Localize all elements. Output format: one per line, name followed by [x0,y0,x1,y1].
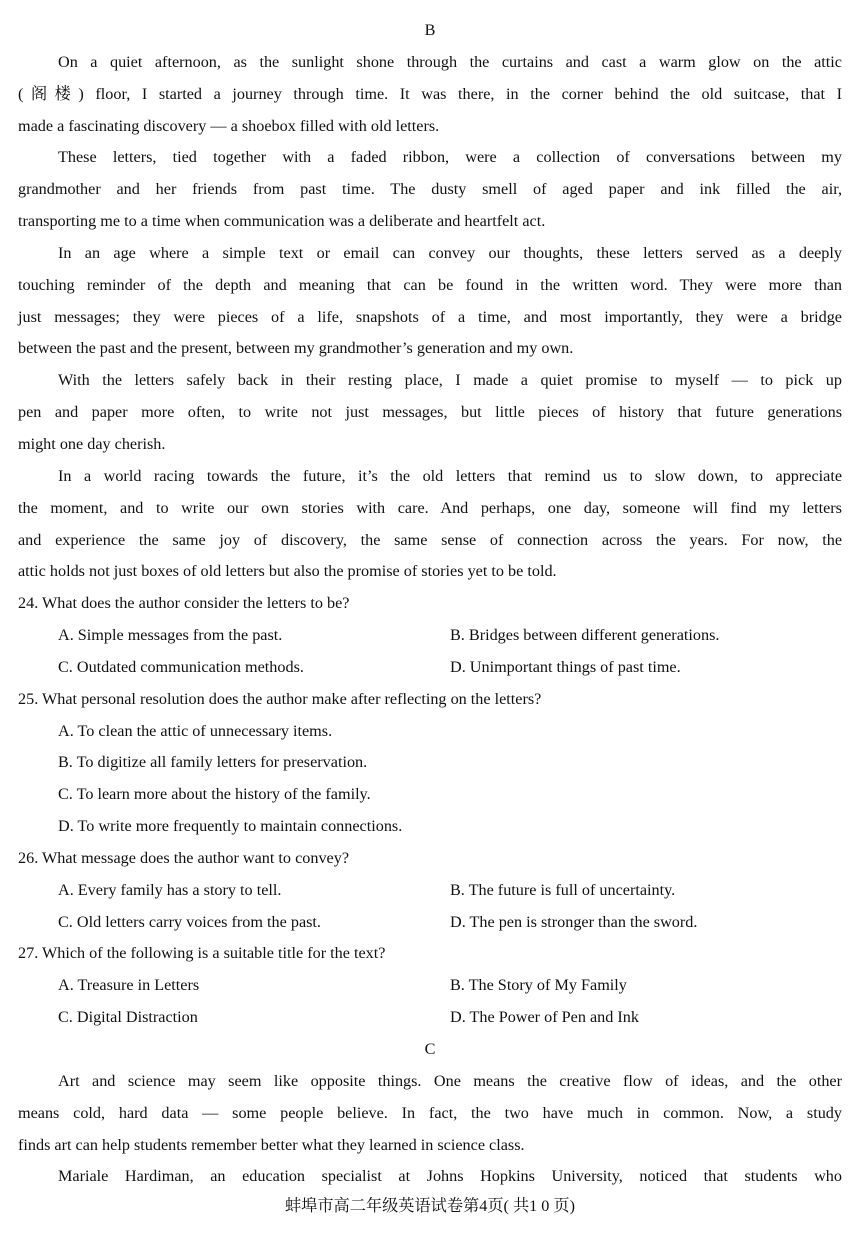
text-line: finds art can help students remember better what they learned in science class. [18,1135,525,1154]
option-a: A. To clean the attic of unnecessary items. [58,721,333,740]
question-stem: 26. What message does the author want to convey? [18,848,349,867]
text-line: Art and science may seem like opposite things. One means the creative flow of ideas, and the other [58,1071,842,1090]
option-d: D. The pen is stronger than the sword. [450,912,698,931]
option-b: B. The Story of My Family [450,976,627,995]
page-content [18,15,842,1193]
option-a: A. Every family has a story to tell. [58,880,282,899]
section-b-paragraph-1 [18,47,842,143]
text-line: pen and paper more often, to write not just messages, but little pieces of history that future generations [18,403,842,422]
page-footer: 蚌埠市高二年级英语试卷第4页( 共1 0 页) [284,1197,575,1215]
text-line: just messages; they were pieces of a life, snapshots of a time, and most importantly, they were a bridge [18,307,842,326]
text-line: attic holds not just boxes of old letters but also the promise of stories yet to be told. [18,562,557,581]
option-b: B. The future is full of uncertainty. [450,880,676,899]
text-line: In an age where a simple text or email can convey our thoughts, these letters served as a deeply [58,243,842,262]
question-24 [18,588,842,684]
option-a: A. Simple messages from the past. [58,626,283,645]
section-b-paragraph-2 [18,142,842,238]
option-d: D. Unimportant things of past time. [450,657,681,676]
section-c-paragraph-2 [18,1161,842,1193]
option-a: A. Treasure in Letters [58,976,200,995]
text-line: transporting me to a time when communication was a deliberate and heartfelt act. [18,212,546,231]
text-line: On a quiet afternoon, as the sunlight shone through the curtains and cast a warm glow on the attic [58,52,842,71]
text-line: grandmother and her friends from past time. The dusty smell of aged paper and ink filled the air, [18,180,842,199]
question-26 [18,843,842,939]
section-b-paragraph-4 [18,365,842,461]
text-line: and experience the same joy of discovery, the same sense of connection across the years. For now, the [18,530,842,549]
option-c: C. Outdated communication methods. [58,657,304,676]
option-c: C. Digital Distraction [58,1008,198,1027]
option-b: B. To digitize all family letters for preservation. [58,753,368,772]
question-stem: 24. What does the author consider the letters to be? [18,594,350,613]
text-line: the moment, and to write our own stories with care. And perhaps, one day, someone will find my letters [18,498,842,517]
section-b-heading: B [424,21,436,39]
question-25 [18,684,842,843]
text-line: means cold, hard data — some people believe. In fact, the two have much in common. Now, a study [18,1103,842,1122]
text-line: might one day cherish. [18,434,166,453]
option-c: C. To learn more about the history of the family. [58,785,371,804]
text-line: touching reminder of the depth and meaning that can be found in the written word. They were more than [18,275,842,294]
question-stem: 25. What personal resolution does the author make after reflecting on the letters? [18,689,542,708]
section-c-paragraph-1 [18,1066,842,1162]
text-line: between the past and the present, between my grandmother’s generation and my own. [18,339,574,358]
option-d: D. The Power of Pen and Ink [450,1008,639,1027]
question-stem: 27. Which of the following is a suitable title for the text? [18,944,386,963]
section-b-paragraph-5 [18,461,842,588]
option-b: B. Bridges between different generations. [450,626,720,645]
option-d: D. To write more frequently to maintain connections. [58,817,403,836]
text-line: Mariale Hardiman, an education specialist at Johns Hopkins University, noticed that students who [58,1167,842,1186]
text-line: These letters, tied together with a faded ribbon, were a collection of conversations between my [58,148,842,167]
section-c-heading: C [424,1040,436,1058]
text-line: With the letters safely back in their resting place, I made a quiet promise to myself — to pick up [58,371,842,390]
text-line: In a world racing towards the future, it’s the old letters that remind us to slow down, to appreciate [58,466,842,485]
text-line: made a fascinating discovery — a shoebox filled with old letters. [18,116,440,135]
option-c: C. Old letters carry voices from the past. [58,912,321,931]
question-27 [18,938,842,1034]
section-b-paragraph-3 [18,238,842,365]
text-line: (阁楼) floor, I started a journey through time. It was there, in the corner behind the old suitcase, that I [18,84,842,103]
